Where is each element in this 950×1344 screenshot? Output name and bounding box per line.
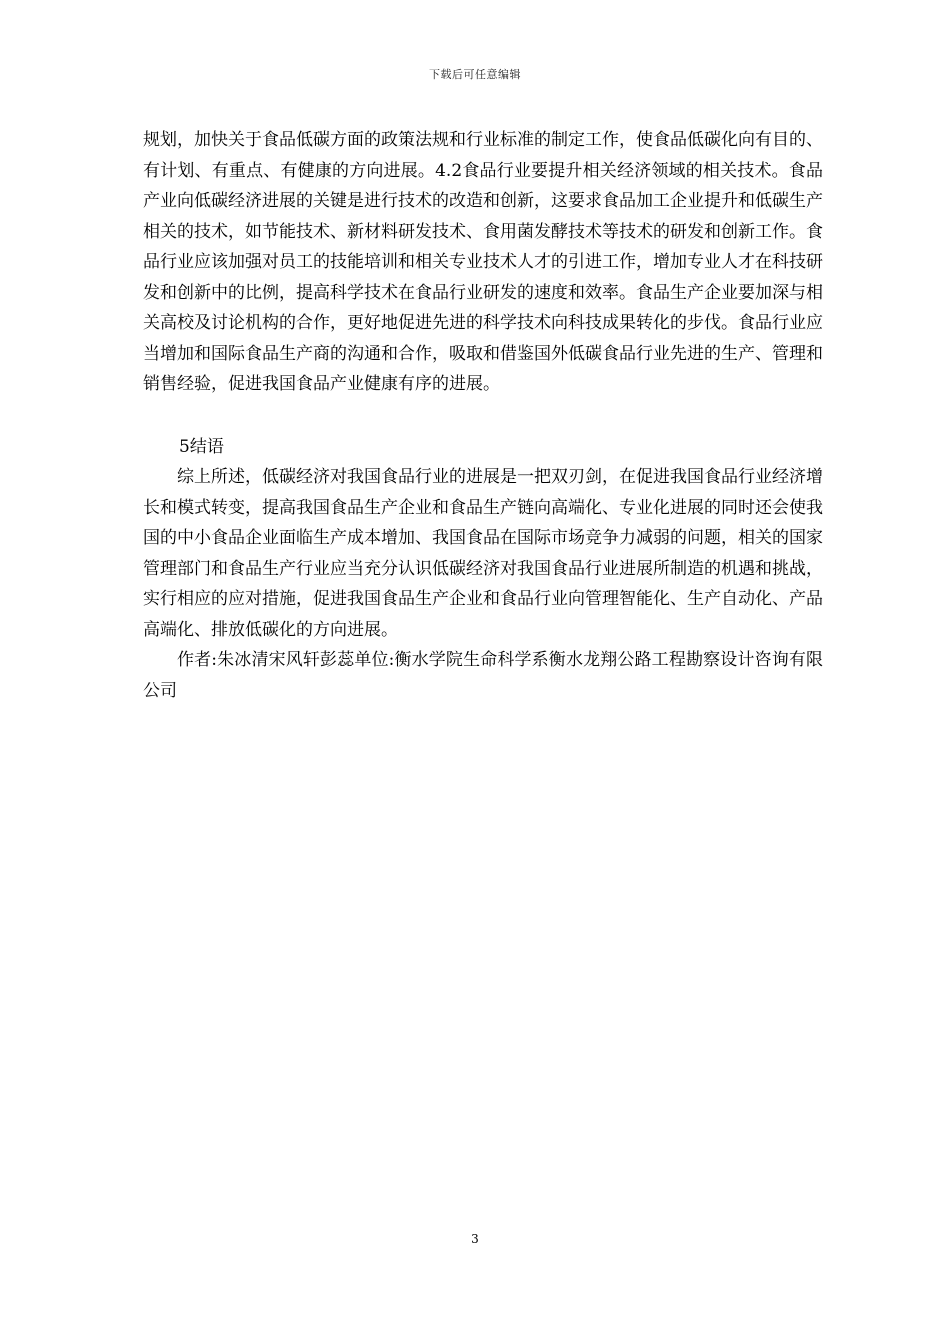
body-paragraph-1: 规划，加快关于食品低碳方面的政策法规和行业标准的制定工作，使食品低碳化向有目的、有计划、有重点、有健康的方向进展。4.2食品行业要提升相关经济领域的相关技术。食品产业向低碳经济进展的关键是进行技术的改造和创新，这要求食品加工企业提升和低碳生产相关的技术，如节能技术、新材料研发技术、食用菌发酵技术等技术的研发和创新工作。食品行业应该加强对员工的技能培训和相关专业技术人才的引进工作，增加专业人才在科技研发和创新中的比例，提高科学技术在食品行业研发的速度和效率。食品生产企业要加深与相关高校及讨论机构的合作，更好地促进先进的科学技术向科技成果转化的步伐。食品行业应当增加和国际食品生产商的沟通和合作，吸取和借鉴国外低碳食品行业先进的生产、管理和销售经验，促进我国食品产业健康有序的进展。	[143, 130, 823, 394]
document-body	[143, 125, 823, 706]
body-paragraph-2: 综上所述，低碳经济对我国食品行业的进展是一把双刃剑，在促进我国食品行业经济增长和模式转变，提高我国食品生产企业和食品生产链向高端化、专业化进展的同时还会使我国的中小食品企业面临生产成本增加、我国食品在国际市场竞争力减弱的问题，相关的国家管理部门和食品生产行业应当充分认识低碳经济对我国食品行业进展所制造的机遇和挑战，实行相应的应对措施，促进我国食品生产企业和食品行业向管理智能化、生产自动化、产品高端化、排放低碳化的方向进展。	[143, 467, 823, 640]
section-heading: 5结语	[179, 436, 224, 457]
author-paragraph: 作者:朱冰清宋风轩彭蕊单位:衡水学院生命科学系衡水龙翔公路工程勘察设计咨询有限公司	[143, 650, 823, 701]
page-number: 3	[471, 1232, 479, 1246]
page-header: 下载后可任意编辑	[429, 68, 521, 81]
